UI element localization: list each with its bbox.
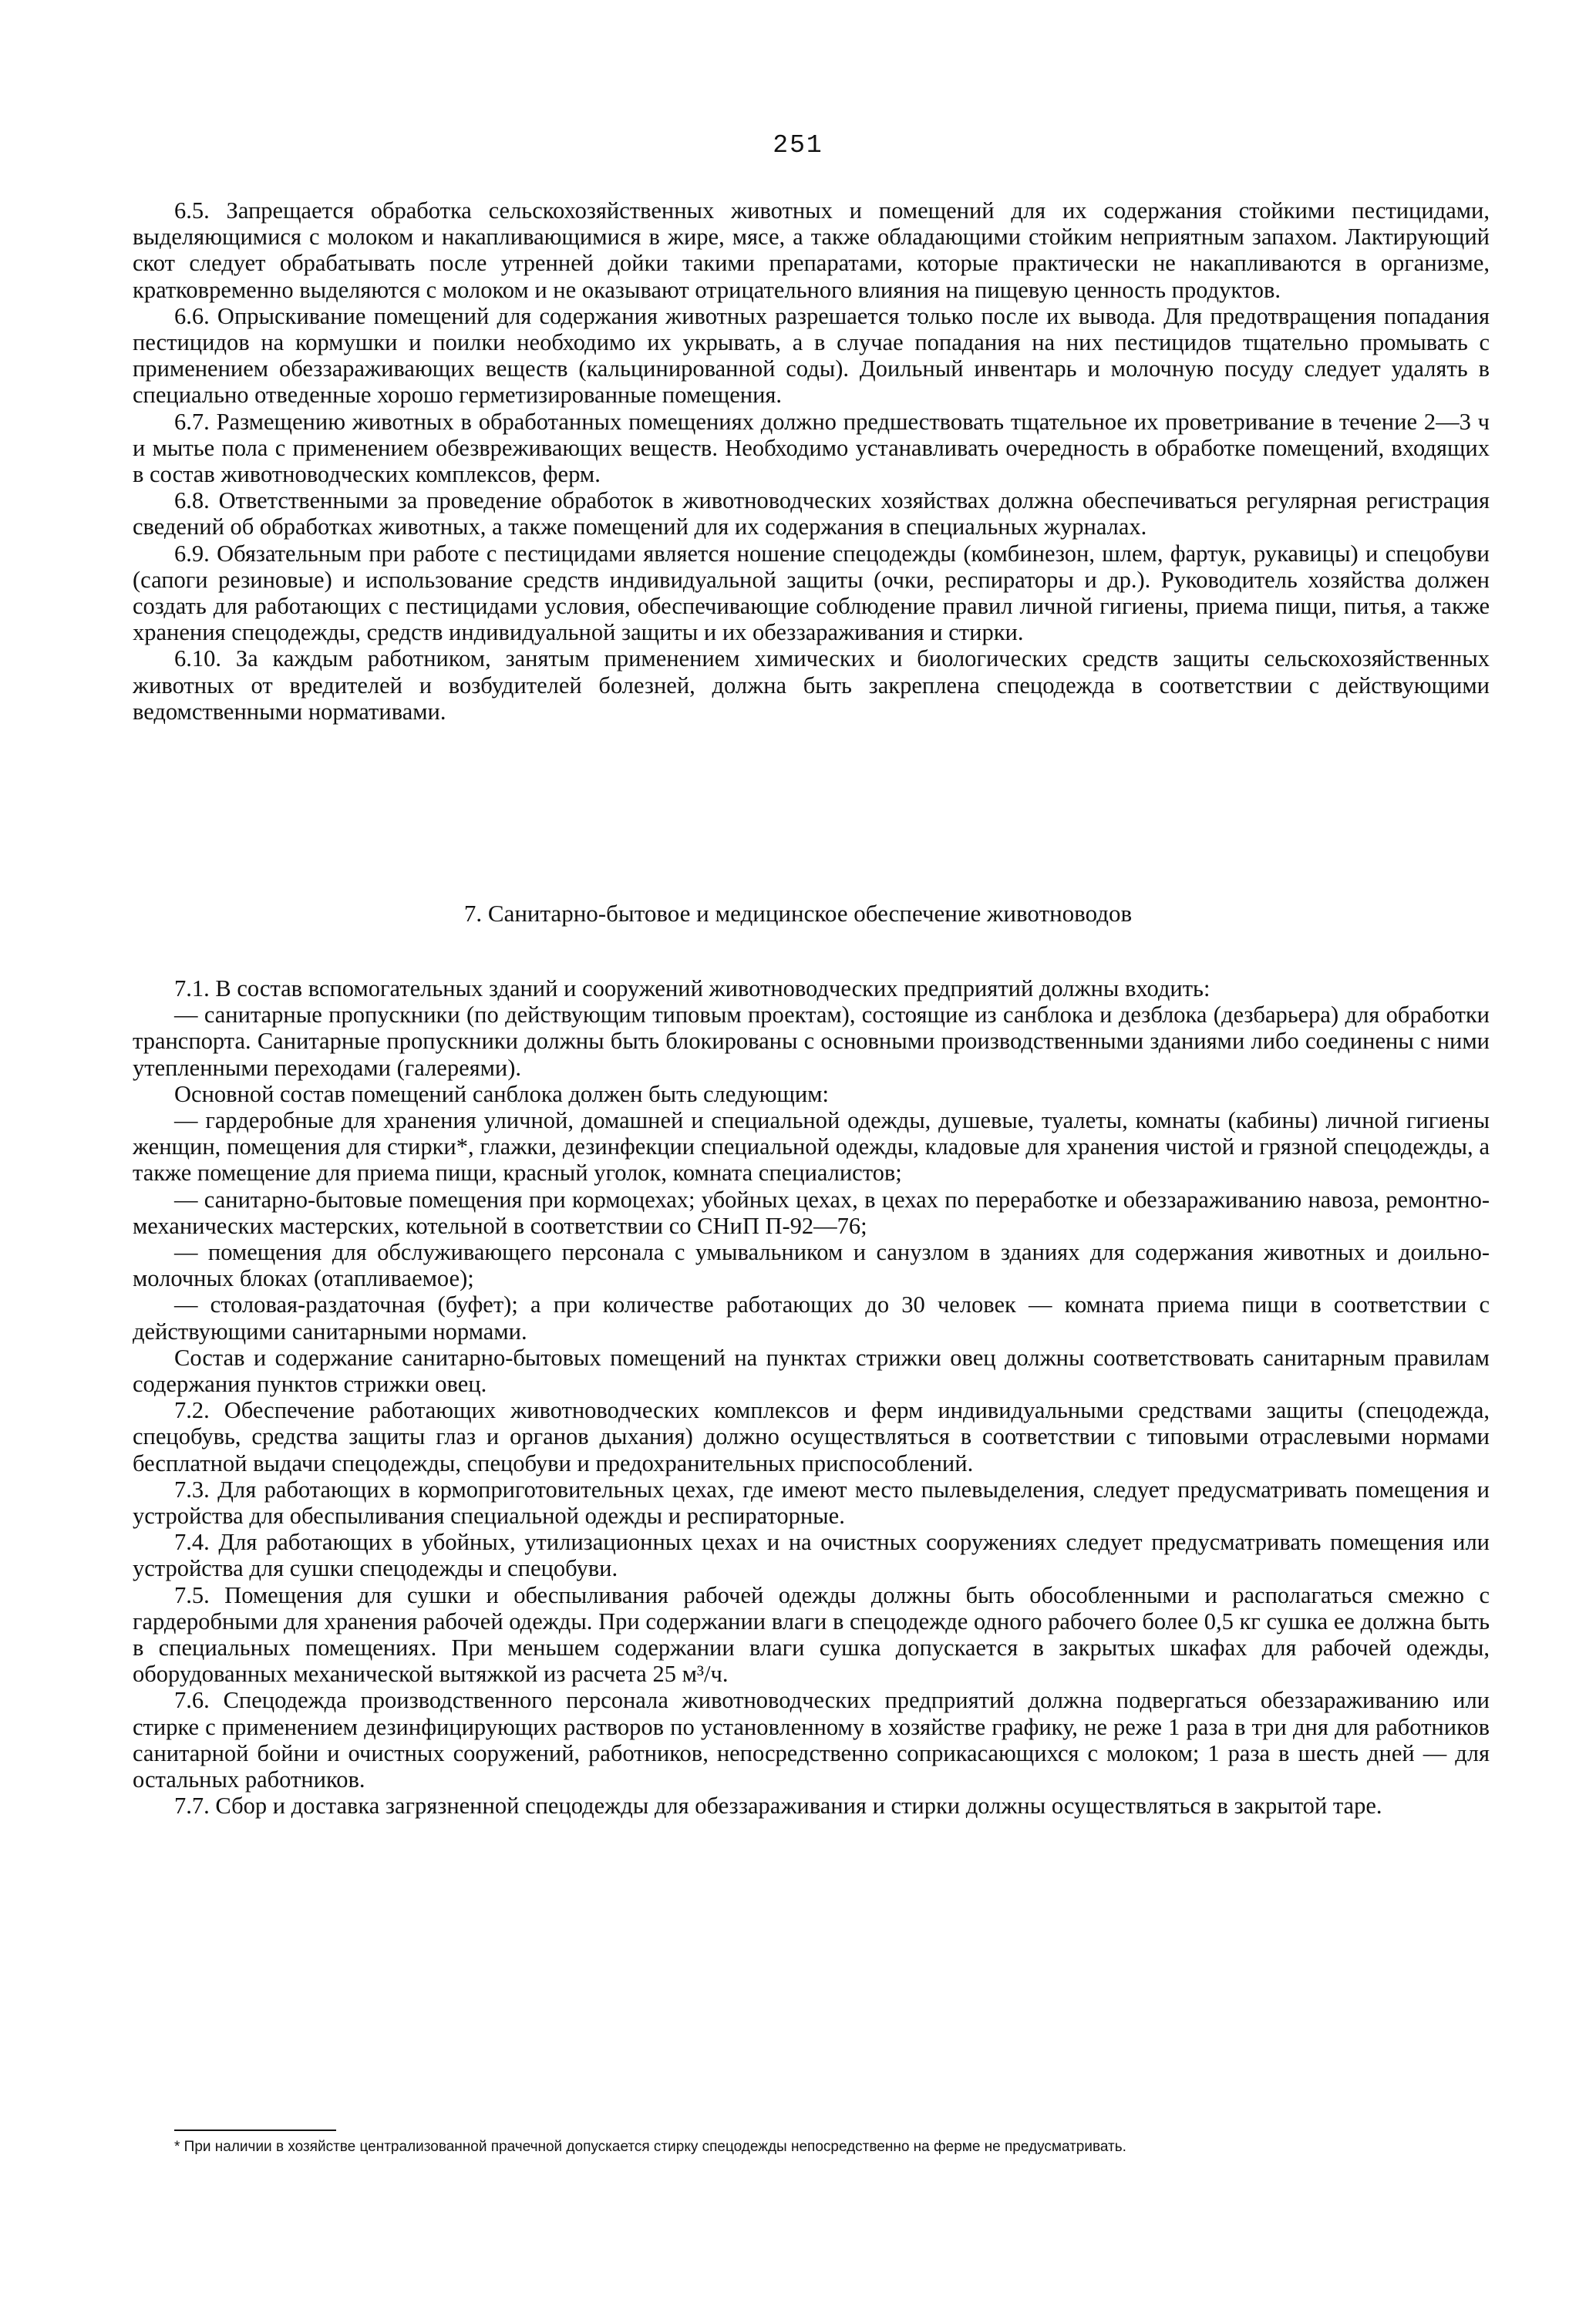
footnote: * При наличии в хозяйстве централизованной прачечной допускается стирку спецодежды непосредственно на ферме не предусматривать.	[174, 2139, 1126, 2155]
paragraph-6-8: 6.8. Ответственными за проведение обработок в животноводческих хозяйствах должна обеспечиваться регулярная регистрация сведений об обработках животных, а также помещений для их содержания в специальных журналах.	[133, 487, 1490, 540]
page-number: 251	[773, 131, 823, 160]
paragraph-7-1-sanitary-rooms: — санитарно-бытовые помещения при кормоцехах; убойных цехах, в цехах по переработке и обеззараживанию навоза, ремонтно-механических мастерских, котельной в соответствии со СНиП П-92—76;	[133, 1186, 1490, 1239]
paragraph-6-5: 6.5. Запрещается обработка сельскохозяйственных животных и помещений для их содержания стойкими пестицидами, выделяющимися с молоком и накапливающимися в жире, мясе, а также обладающими стойким неприятным запахом. Лактирующий скот следует обрабатывать после утренней дойки такими препаратами, которые практически не накапливаются в организме, кратковременно выделяются с молоком и не оказывают отрицательного влияния на пищевую ценность продуктов.	[133, 197, 1490, 303]
section-7-title: 7. Санитарно-бытовое и медицинское обеспечение животноводов	[463, 900, 1133, 927]
paragraph-7-1-canteen: — столовая-раздаточная (буфет); а при количестве работающих до 30 человек — комната приема пищи в соответствии с действующими санитарными нормами.	[133, 1291, 1490, 1345]
paragraph-7-1-sanblock-intro: Основной состав помещений санблока должен быть следующим:	[174, 1080, 830, 1107]
section-6-body	[133, 197, 1490, 725]
paragraph-7-3: 7.3. Для работающих в кормоприготовительных цехах, где имеют место пылевыделения, следует предусматривать помещения и устройства для обеспыливания специальной одежды и респираторные.	[133, 1476, 1490, 1530]
paragraph-7-1-sheep-shearing: Состав и содержание санитарно-бытовых помещений на пунктах стрижки овец должны соответствовать санитарным правилам содержания пунктов стрижки овец.	[133, 1344, 1490, 1398]
paragraph-6-7: 6.7. Размещению животных в обработанных помещениях должно предшествовать тщательное их проветривание в течение 2—3 ч и мытье пола с применением обезвреживающих веществ. Необходимо устанавливать очередность в обработке помещений, входящих в состав животноводческих комплексов, ферм.	[133, 408, 1490, 488]
paragraph-7-1-wardrobes: — гардеробные для хранения уличной, домашней и специальной одежды, душевые, туалеты, комнаты (кабины) личной гигиены женщин, помещения для стирки*, глажки, дезинфекции специальной одежды, кладовые для хранения чистой и грязной спецодежды, а также помещение для приема пищи, красный уголок, комната специалистов;	[133, 1107, 1490, 1187]
paragraph-7-2: 7.2. Обеспечение работающих животноводческих комплексов и ферм индивидуальными средствами защиты (спецодежда, спецобувь, средства защиты глаз и органов дыхания) должно осуществляться в соответствии с типовыми отраслевыми нормами бесплатной выдачи спецодежды, спецобуви и предохранительных приспособлений.	[133, 1397, 1490, 1476]
paragraph-6-6: 6.6. Опрыскивание помещений для содержания животных разрешается только после их вывода. Для предотвращения попадания пестицидов на кормушки и поилки необходимо их укрывать, а в случае попадания на них пестицидов тщательно промывать с применением обеззараживающих веществ (кальцинированной соды). Доильный инвентарь и молочную посуду следует удалять в специально отведенные хорошо герметизированные помещения.	[133, 302, 1490, 409]
paragraph-7-4: 7.4. Для работающих в убойных, утилизационных цехах и на очистных сооружениях следует предусматривать помещения или устройства для сушки спецодежды и спецобуви.	[133, 1529, 1490, 1582]
footnote-divider	[174, 2130, 336, 2131]
paragraph-6-9: 6.9. Обязательным при работе с пестицидами является ношение спецодежды (комбинезон, шлем, фартук, рукавицы) и спецобуви (сапоги резиновые) и использование средств индивидуальной защиты (очки, респираторы и др.). Руководитель хозяйства должен создать для работающих с пестицидами условия, обеспечивающие соблюдение правил личной гигиены, приема пищи, питья, а также хранения спецодежды, средств индивидуальной защиты и их обеззараживания и стирки.	[133, 540, 1490, 646]
paragraph-6-10: 6.10. За каждым работником, занятым применением химических и биологических средств защиты сельскохозяйственных животных от вредителей и возбудителей болезней, должна быть закреплена спецодежда в соответствии с действующими ведомственными нормативами.	[133, 645, 1490, 725]
paragraph-7-5: 7.5. Помещения для сушки и обеспыливания рабочей одежды должны быть обособленными и располагаться смежно с гардеробными для хранения рабочей одежды. При содержании влаги в спецодежде одного рабочего более 0,5 кг сушка ее должна быть в специальных помещениях. При меньшем содержании влаги сушка допускается в закрытых шкафах для рабочей одежды, оборудованных механической вытяжкой из расчета 25 м³/ч.	[133, 1581, 1490, 1688]
paragraph-7-1: 7.1. В состав вспомогательных зданий и сооружений животноводческих предприятий должны входить:	[174, 975, 1210, 1002]
section-7-body	[133, 975, 1490, 1820]
paragraph-7-1-sanitary-checkpoints: — санитарные пропускники (по действующим типовым проектам), состоящие из санблока и дезблока (дезбарьера) для обработки транспорта. Санитарные пропускники должны быть блокированы с основными производственными зданиями либо соединены с ними утепленными переходами (галереями).	[133, 1002, 1490, 1081]
paragraph-7-1-staff-rooms: — помещения для обслуживающего персонала с умывальником и санузлом в зданиях для содержания животных и доильно-молочных блоках (отапливаемое);	[133, 1239, 1490, 1292]
paragraph-7-6: 7.6. Спецодежда производственного персонала животноводческих предприятий должна подвергаться обеззараживанию или стирке с применением дезинфицирующих растворов по установленному в хозяйстве графику, не реже 1 раза в три дня для работников санитарной бойни и очистных сооружений, работников, непосредственно соприкасающихся с молоком; 1 раза в шесть дней — для остальных работников.	[133, 1687, 1490, 1793]
paragraph-7-7: 7.7. Сбор и доставка загрязненной спецодежды для обеззараживания и стирки должны осуществляться в закрытой таре.	[174, 1793, 1382, 1820]
